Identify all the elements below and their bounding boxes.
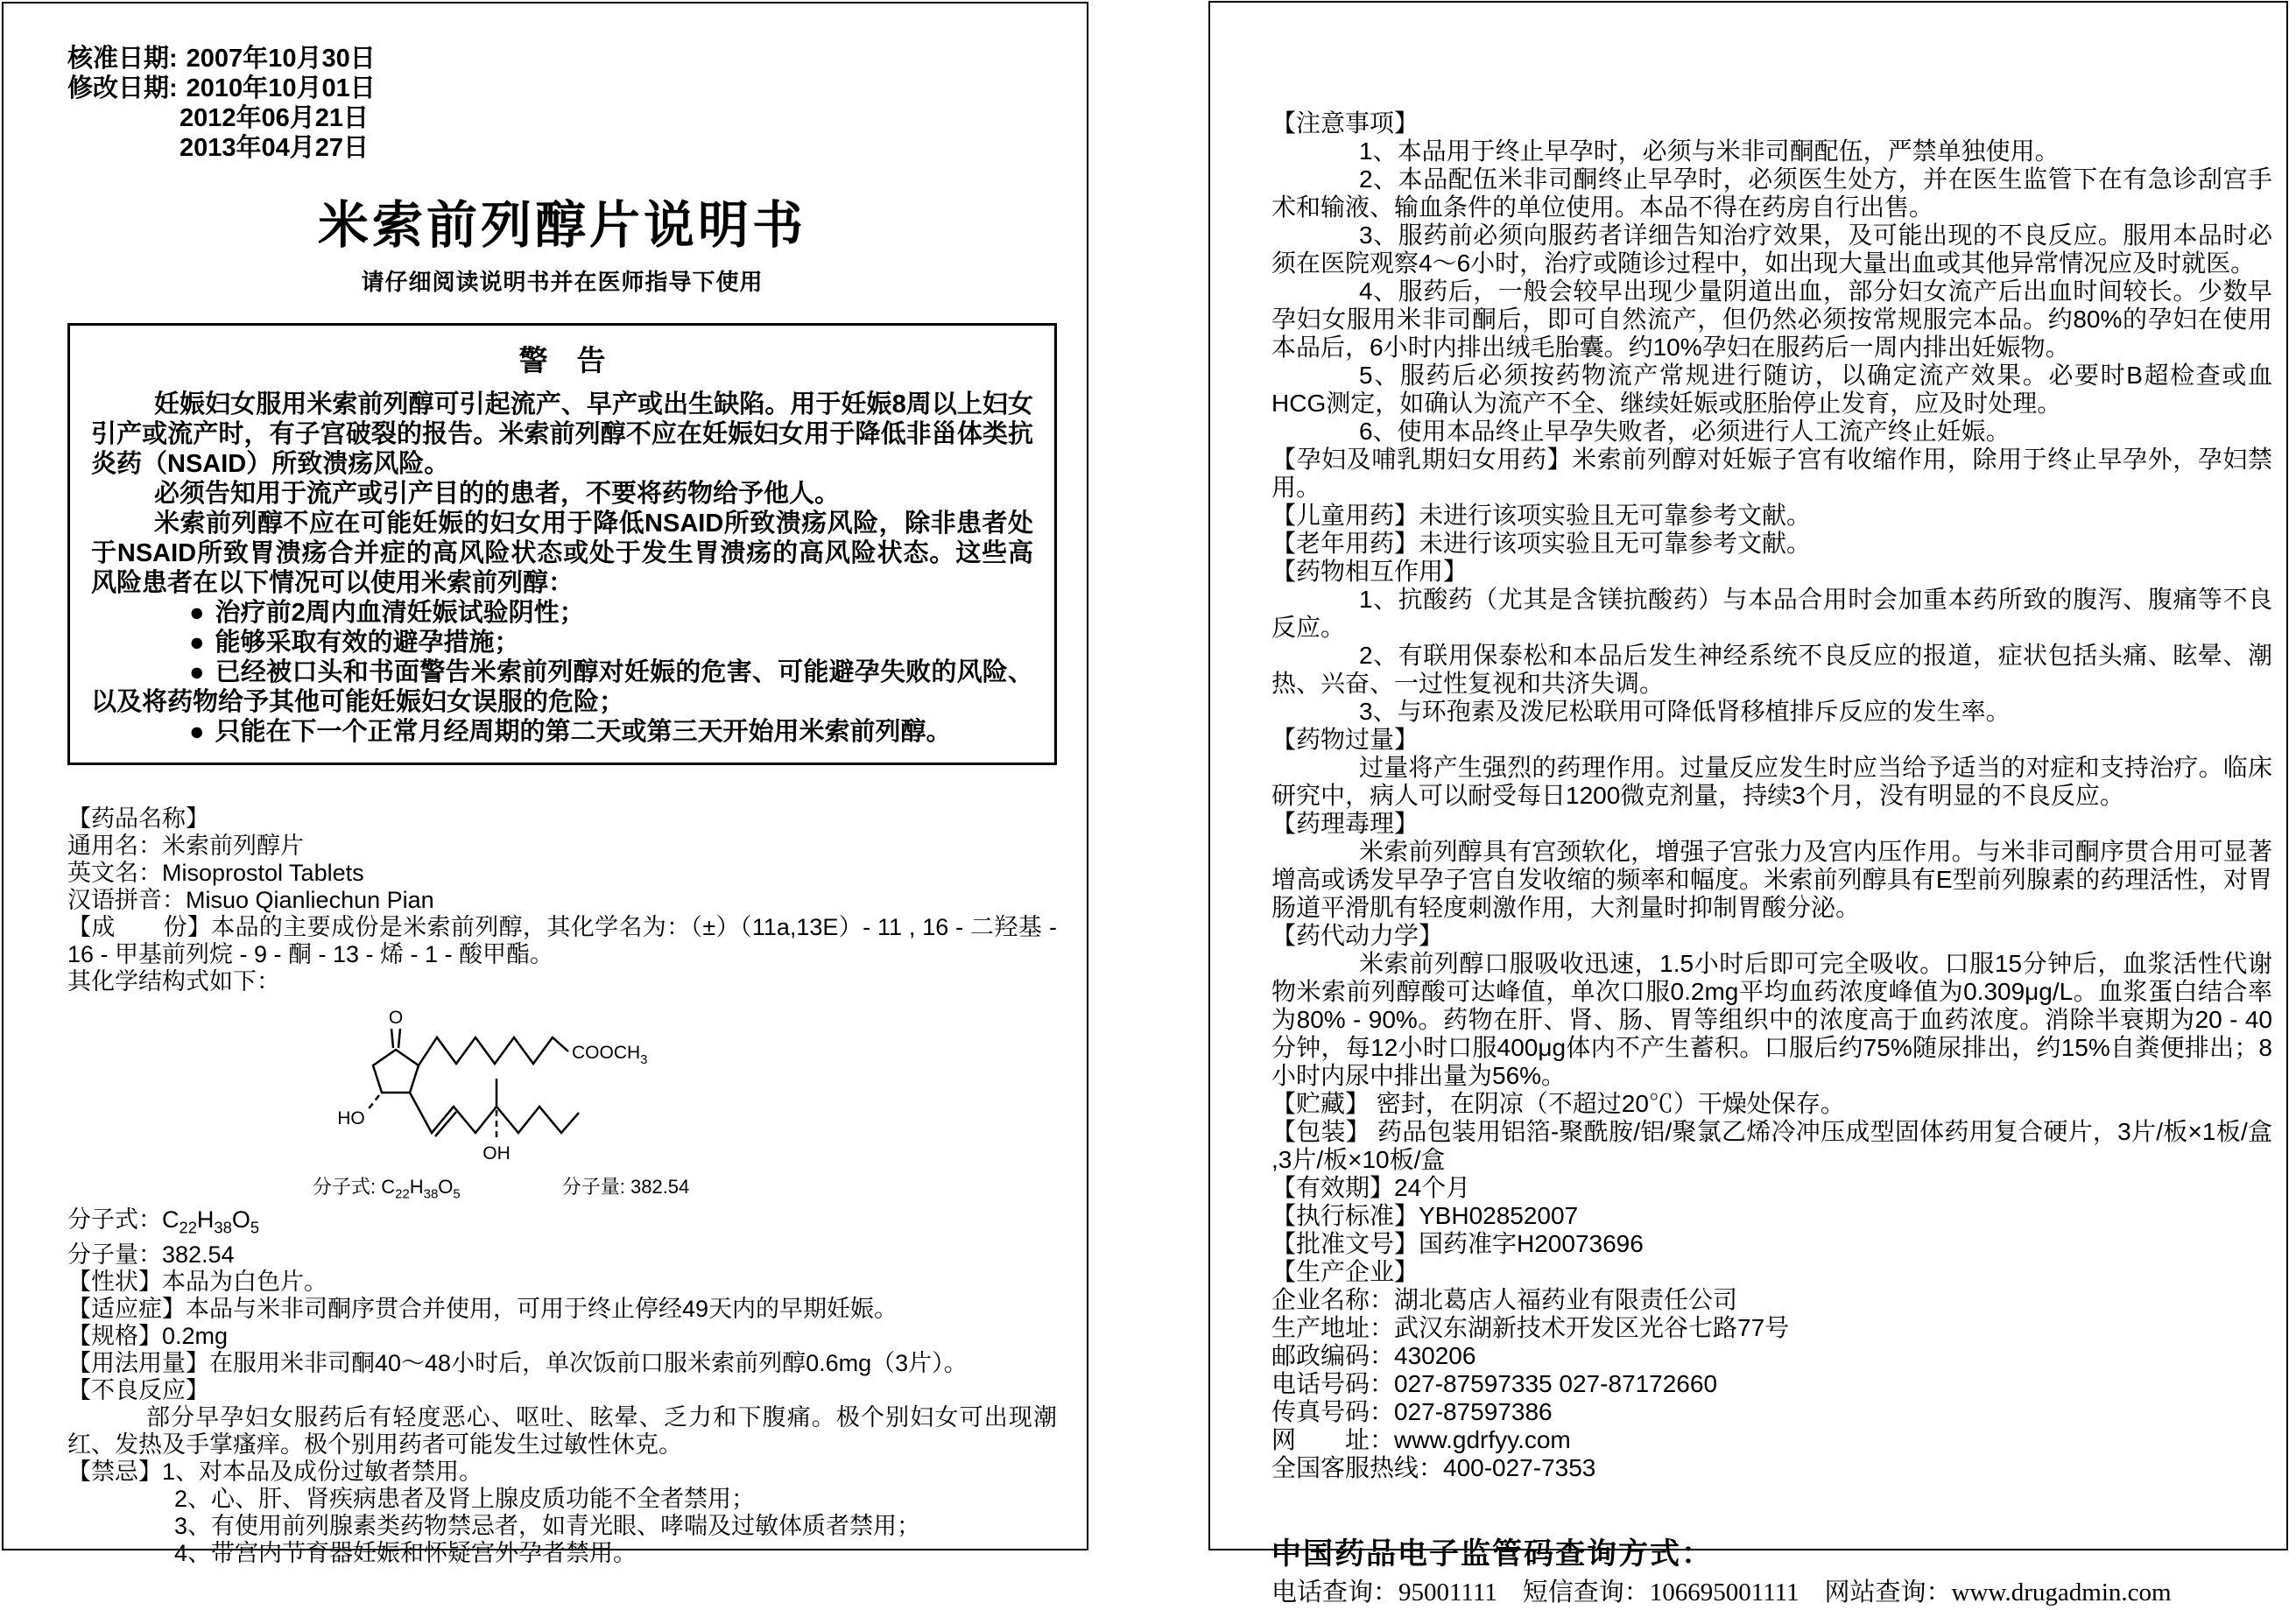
pregnancy-use-line: 【孕妇及哺乳期妇女用药】米索前列醇对妊娠子宫有收缩作用，除用于终止早孕外，孕妇禁用。	[1271, 446, 2272, 501]
drug-interactions-item: 2、有联用保泰松和本品后发生神经系统不良反应的报道，症状包括头痛、眩晕、潮热、兴奋、一过性复视和共济失调。	[1271, 642, 2272, 697]
drug-name-and-composition-section	[67, 805, 1057, 995]
chemical-structure-diagram	[276, 1006, 766, 1172]
drug-interactions-item: 1、抗酸药（尤其是含镁抗酸药）与本品合用时会加重本药所致的腹泻、腹痛等不良反应。	[1271, 586, 2272, 641]
standard-line: 【执行标准】YBH02852007	[1271, 1202, 1579, 1229]
adverse-reactions-heading: 【不良反应】	[67, 1376, 209, 1403]
precautions-item: 5、服药后必须按药物流产常规进行随访，以确定流产效果。必要时B超检查或血HCG测定，如确认为流产不全、继续妊娠或胚胎停止发育，应及时处理。	[1271, 362, 2272, 417]
adverse-reactions-body: 部分早孕妇女服药后有轻度恶心、呕吐、眩晕、乏力和下腹痛。极个别妇女可出现潮红、发热及手掌瘙痒。极个别用药者可能发生过敏性休克。	[67, 1403, 1057, 1458]
phone-line: 电话号码：027-87597335 027-87172660	[1271, 1370, 1718, 1397]
overdose-heading: 【药物过量】	[1271, 726, 1419, 753]
precautions-item: 3、服药前必须向服药者详细告知治疗效果，及可能出现的不良反应。服用本品时必须在医院观察4～6小时，治疗或随诊过程中，如出现大量出血或其他异常情况应及时就医。	[1271, 221, 2272, 277]
lower-alkyl-chain	[410, 1093, 579, 1133]
figure-molecular-mass: 分子量: 382.54	[561, 1176, 690, 1198]
upper-alkyl-chain	[419, 1037, 568, 1065]
drug-interactions-heading: 【药物相互作用】	[1271, 558, 1468, 585]
warning-bullet-text: 能够采取有效的避孕措施；	[215, 629, 520, 657]
revision-date-label: 修改日期:	[67, 74, 178, 102]
warning-paragraph: 妊娠妇女服用米索前列醇可引起流产、早产或出生缺陷。用于妊娠8周以上妇女引产或流产时，有子宫破裂的报告。米索前列醇不应在妊娠妇女用于降低非甾体类抗炎药（NSAID）所致溃疡风险。	[91, 390, 1033, 478]
manufacturer-heading: 【生产企业】	[1271, 1258, 1419, 1285]
figure-molecular-formula: 分子式: $C_{22}H_{38}O_5$	[313, 1176, 461, 1202]
warning-paragraph: 米索前列醇不应在可能妊娠的妇女用于降低NSAID所致溃疡风险，除非患者处于NSAID所致胃溃疡合并症的高风险状态或处于发生胃溃疡的高风险状态。这些高风险患者在以下情况可以使用米索前列醇：	[91, 510, 1033, 597]
chemical-structure-figure	[276, 1006, 801, 1201]
molecular-formula-line: 分子式：$C_{22}H_{38}O_5$	[67, 1206, 260, 1237]
composition-line: 【成 份】本品的主要成份是米索前列醇，其化学名为：（±）（11a,13E）- 11 , 16 - 二羟基 - 16 - 甲基前列烷 - 9 - 酮 - 13 - 烯 - 1 - 酸甲酯。	[67, 914, 1057, 967]
fax-line: 传真号码：027-87597386	[1271, 1398, 1553, 1425]
hydroxyl-ho-label: HO	[337, 1108, 365, 1128]
precautions-item: 1、本品用于终止早孕时，必须与米非司酮配伍，严禁单独使用。	[1359, 137, 2060, 165]
warning-bullet-text: 只能在下一个正常月经周期的第二天或第三天开始用米索前列醇。	[215, 718, 952, 746]
warning-bullet-text: 治疗前2周内血清妊娠试验阴性；	[215, 599, 585, 627]
ketone-oxygen-label: O	[388, 1008, 404, 1028]
pinyin-name-line: 汉语拼音：Misuo Qianliechun Pian	[67, 887, 434, 913]
pediatric-use-line: 【儿童用药】未进行该项实验且无可靠参考文献。	[1271, 502, 1812, 529]
warning-bullet-text: 已经被口头和书面警告米索前列醇对妊娠的危害、可能避孕失败的风险、以及将药物给予其他可能妊娠妇女误服的危险；	[91, 658, 1033, 716]
drug-interactions-item: 3、与环孢素及泼尼松联用可降低肾移植排斥反应的发生率。	[1359, 698, 2011, 725]
storage-line: 【贮藏】 密封，在阴凉（不超过20℃）干燥处保存。	[1271, 1090, 1845, 1117]
website-line: 网 址：www.gdrfyy.com	[1271, 1426, 1571, 1453]
generic-name-line: 通用名：米索前列醇片	[67, 833, 304, 859]
ester-group-label: $COOCH_3$	[572, 1043, 648, 1067]
contraindications-item: 4、带宫内节育器妊娠和怀疑宫外孕者禁用。	[174, 1539, 637, 1566]
company-name-line: 企业名称：湖北葛店人福药业有限责任公司	[1271, 1286, 1738, 1313]
bullet-icon: ●	[189, 599, 205, 627]
right-page	[1208, 1, 2288, 1606]
precautions-item: 2、本品配伍米非司酮终止早孕时，必须医生处方，并在医生监管下在有急诊刮宫手术和输液、输血条件的单位使用。本品不得在药房自行出售。	[1271, 165, 2272, 221]
address-line: 生产地址：武汉东湖新技术开发区光谷七路77号	[1271, 1314, 1790, 1341]
contraindications-item: 【禁忌】1、对本品及成份过敏者禁用。	[67, 1458, 483, 1485]
regulatory-code-footer	[1271, 1535, 2272, 1610]
geriatric-use-line: 【老年用药】未进行该项实验且无可靠参考文献。	[1271, 530, 1812, 557]
page-title: 米索前列醇片说明书	[317, 197, 806, 254]
regulatory-code-title: 中国药品电子监管码查询方式：	[1271, 1538, 1713, 1571]
bullet-icon: ●	[189, 718, 205, 746]
dosage-line: 【用法用量】在服用米非司酮40～48小时后，单次饭前口服米索前列醇0.6mg（3片）。	[67, 1349, 968, 1376]
overdose-body: 过量将产生强烈的药理作用。过量反应发生时应当给予适当的对症和支持治疗。临床研究中，病人可以耐受每日1200微克剂量，持续3个月，没有明显的不良反应。	[1271, 754, 2272, 809]
pharmacology-heading: 【药理毒理】	[1271, 810, 1419, 837]
approval-date-label: 核准日期:	[67, 45, 178, 73]
warning-bullet-item	[91, 598, 1033, 628]
revision-date-value: 2010年10月01日	[186, 74, 376, 102]
hydroxyl-oh-label: OH	[482, 1143, 511, 1164]
revision-date-value: 2013年04月27日	[180, 134, 370, 162]
pharmacokinetics-body: 米索前列醇口服吸收迅速，1.5小时后即可完全吸收。口服15分钟后，血浆活性代谢物米索前列醇酸可达峰值，单次口服0.2mg平均血药浓度峰值为0.309μg/L。血浆蛋白结合率为80% - 90%。药物在肝、肾、肠、胃等组织中的浓度高于血药浓度。消除半衰期为20 - 40分钟，每12小时口服400μg体内不产生蓄积。口服后约75%随尿排出，约15%自粪便排出；8小时内尿中排出量为56%。	[1271, 950, 2272, 1089]
precautions-item: 4、服药后，一般会较早出现少量阴道出血，部分妇女流产后出血时间较长。少数早孕妇女服用米非司酮后，即可自然流产，但仍然必须按常规服完本品。约80%的孕妇在使用本品后，6小时内排出绒毛胎囊。约10%孕妇在服药后一周内排出妊娠物。	[1271, 278, 2272, 361]
english-name-line: 英文名：Misoprostol Tablets	[67, 860, 364, 886]
bullet-icon: ●	[189, 658, 205, 686]
indications-line: 【适应症】本品与米非司酮序贯合并使用，可用于终止停经49天内的早期妊娠。	[67, 1295, 898, 1322]
precautions-heading: 【注意事项】	[1271, 109, 1419, 137]
precautions-item: 6、使用本品终止早孕失败者，必须进行人工流产终止妊娠。	[1359, 418, 2011, 445]
revision-date-value: 2012年06月21日	[180, 104, 370, 132]
right-page-body	[1271, 109, 2272, 1482]
packaging-line: 【包装】 药品包装用铝箔-聚酰胺/铝/聚氯乙烯冷冲压成型固体药用复合硬片，3片/板×1板/盒 ,3片/板×10板/盒	[1271, 1118, 2272, 1173]
section-heading-drug-name: 【药品名称】	[67, 805, 209, 832]
strength-line: 【规格】0.2mg	[67, 1322, 229, 1349]
figure-caption	[276, 1172, 801, 1201]
molecular-mass-line: 分子量：382.54	[67, 1241, 235, 1268]
cyclopentane-ring	[373, 1050, 419, 1093]
warning-bullet-item	[91, 657, 1033, 717]
pharmacokinetics-heading: 【药代动力学】	[1271, 922, 1444, 949]
approval-date-value: 2007年10月30日	[186, 45, 376, 73]
postcode-line: 邮政编码：430206	[1271, 1342, 1476, 1369]
revision-date-line	[67, 74, 1057, 103]
properties-and-usage-section	[67, 1206, 1057, 1566]
approval-date-line	[67, 44, 1057, 74]
structure-intro-line: 其化学结构式如下：	[67, 968, 280, 995]
bullet-icon: ●	[189, 629, 205, 657]
contraindications-item: 3、有使用前列腺素类药物禁忌者，如青光眼、哮喘及过敏体质者禁用；	[174, 1512, 921, 1539]
approval-number-line: 【批准文号】国药准字H20073696	[1271, 1230, 1644, 1257]
left-page	[2, 2, 1088, 1566]
approval-dates	[67, 44, 1057, 163]
regulatory-code-info: 电话查询：95001111 短信查询：106695001111 网站查询：www.drugadmin.com	[1271, 1578, 2172, 1606]
subtitle: 请仔细阅读说明书并在医师指导下使用	[361, 269, 764, 295]
shelf-life-line: 【有效期】24个月	[1271, 1174, 1471, 1201]
warning-bullet-item	[91, 717, 1033, 747]
pharmacology-body: 米索前列醇具有宫颈软化，增强子宫张力及宫内压作用。与米非司酮序贯合用可显著增高或诱发早孕子宫自发收缩的频率和幅度。米索前列醇具有E型前列腺素的药理活性，对胃肠道平滑肌有轻度刺激作用，大剂量时抑制胃酸分泌。	[1271, 838, 2272, 921]
warning-paragraph: 必须告知用于流产或引产目的的患者，不要将药物给予他人。	[154, 480, 841, 508]
description-line: 【性状】本品为白色片。	[67, 1268, 327, 1295]
warning-heading: 警 告	[518, 344, 606, 376]
contraindications-item: 2、心、肝、肾疾病患者及肾上腺皮质功能不全者禁用；	[174, 1485, 756, 1512]
warning-bullet-item	[91, 628, 1033, 657]
warning-box	[67, 323, 1057, 765]
hotline-line: 全国客服热线：400-027-7353	[1271, 1454, 1596, 1481]
